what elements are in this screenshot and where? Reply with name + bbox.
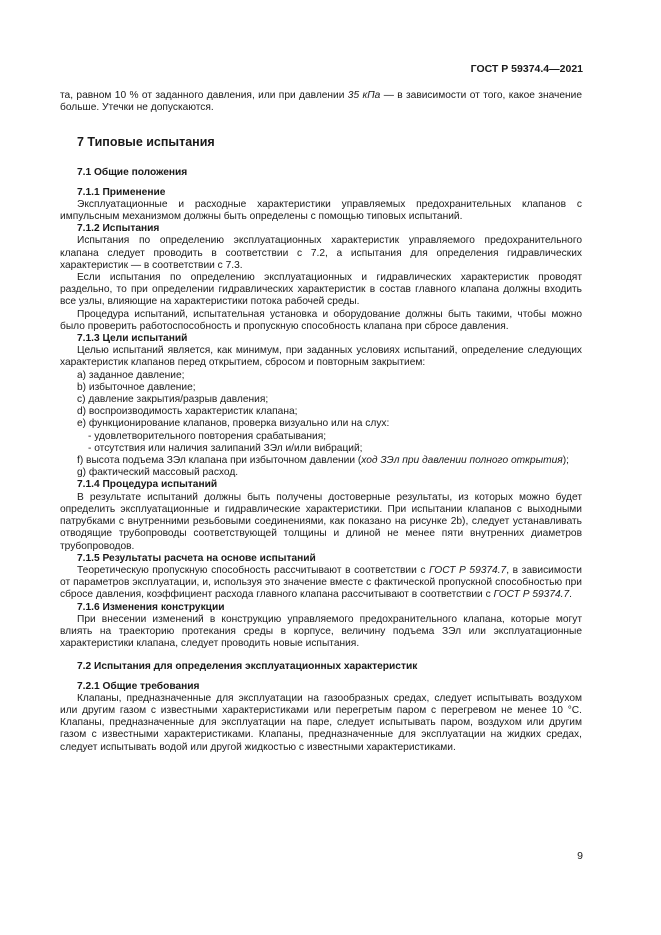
paragraph: Целью испытаний является, как минимум, при заданных условиях испытаний, определение следующих характеристик клапанов перед открытием, сбросом и повторным закрытием:: [60, 345, 582, 369]
list-item: e) функционирование клапанов, проверка визуально или на слух:: [77, 418, 390, 430]
list-item: f) высота подъема ЗЭл клапана при избыточном давлении (ход ЗЭл при давлении полного открытия);: [77, 455, 569, 467]
section-7-1-2-title: 7.1.2 Испытания: [77, 223, 160, 235]
section-7-1-4-title: 7.1.4 Процедура испытаний: [77, 479, 218, 491]
paragraph: При внесении изменений в конструкцию управляемого предохранительного клапана, которые могут влиять на траекторию протекания среды в корпусе, величину подъема ЗЭл или эксплуатационные характеристики клапана, следует проводить новые испытания.: [60, 613, 582, 650]
standard-reference: ГОСТ Р 59374.7: [429, 564, 507, 576]
intro-paragraph: та, равном 10 % от заданного давления, или при давлении 35 кПа — в зависимости от того, какое значение больше. Утечки не допускаются.: [60, 90, 583, 114]
section-7-1-6-title: 7.1.6 Изменения конструкции: [77, 601, 225, 613]
list-item: d) воспроизводимость характеристик клапана;: [77, 406, 298, 418]
document-body: [60, 90, 582, 754]
list-item: b) избыточное давление;: [77, 381, 196, 393]
document-header: ГОСТ Р 59374.4—2021: [470, 63, 583, 75]
paragraph: Процедура испытаний, испытательная установка и оборудование должны быть такими, чтобы можно было проверить работоспособность и пропускную способность клапана при сбросе давления.: [60, 308, 582, 332]
paragraph: Эксплуатационные и расходные характеристики управляемых предохранительных клапанов с импульсным механизмом должны быть определены с помощью типовых испытаний.: [60, 198, 582, 223]
section-7-1-3-title: 7.1.3 Цели испытаний: [77, 333, 188, 345]
paragraph: Если испытания по определению эксплуатационных и гидравлических характеристик проводят раздельно, то при определении гидравлических характеристик в состав главного клапана должны входить все узлы, влияющие на характеристики потока рабочей среды.: [60, 272, 582, 308]
list-item: c) давление закрытия/разрыв давления;: [77, 394, 269, 406]
section-7-title: 7 Типовые испытания: [77, 135, 215, 150]
section-7-1-title: 7.1 Общие положения: [77, 167, 188, 179]
paragraph: Клапаны, предназначенные для эксплуатации на газообразных средах, следует испытывать воздухом или другим газом с известными характеристиками или перегретым паром с перегревом не менее 10 °С. Клапаны, предназначенные для эксплуатации на паре, следует испытывать паром, воздухом или другим газом с известными характеристиками. Клапаны, предназначенные для эксплуатации на жидких средах, следует испытывать водой или другой жидкостью с известными характеристиками.: [60, 692, 582, 753]
paragraph: Теоретическую пропускную способность рассчитывают в соответствии с ГОСТ Р 59374.7, в зависимости от параметров эксплуатации, и, используя это значение вместе с фактической пропускной способностью при сбросе давления, коэффициент расхода главного клапана рассчитывают в соответствии с ГОСТ Р 59374.7.: [60, 564, 582, 601]
page-number: 9: [577, 850, 583, 862]
section-7-2-1-title: 7.2.1 Общие требования: [77, 680, 200, 692]
section-7-1-1-title: 7.1.1 Применение: [77, 186, 166, 198]
pressure-value: 35 кПа: [347, 90, 381, 101]
sub-list-item: - отсутствия или наличия залипаний ЗЭл и/или вибраций;: [88, 442, 363, 454]
sub-list-item: - удовлетворительного повторения срабатывания;: [88, 430, 327, 442]
paragraph: Испытания по определению эксплуатационных характеристик управляемого предохранительного клапана следует проводить в соответствии с 7.2, а испытания для определения гидравлических характеристик — в соответствии с 7.3.: [60, 235, 582, 271]
standard-reference: ГОСТ Р 59374.7: [493, 589, 570, 601]
list-item: a) заданное давление;: [77, 369, 185, 381]
paragraph: В результате испытаний должны быть получены достоверные результаты, из которых можно будет определить эксплуатационные и гидравлические характеристики. При испытании клапанов с выходными патрубками с внутренними резьбовыми соединениями, как показано на рисунке 2b), следует устанавливать отводящие трубопроводы соответствующей толщины и длиной не менее пяти внутренних диаметров трубопроводов.: [60, 491, 582, 552]
section-7-1-5-title: 7.1.5 Результаты расчета на основе испытаний: [77, 552, 316, 564]
section-7-2-title: 7.2 Испытания для определения эксплуатационных характеристик: [77, 661, 418, 673]
list-item: g) фактический массовый расход.: [77, 467, 239, 479]
